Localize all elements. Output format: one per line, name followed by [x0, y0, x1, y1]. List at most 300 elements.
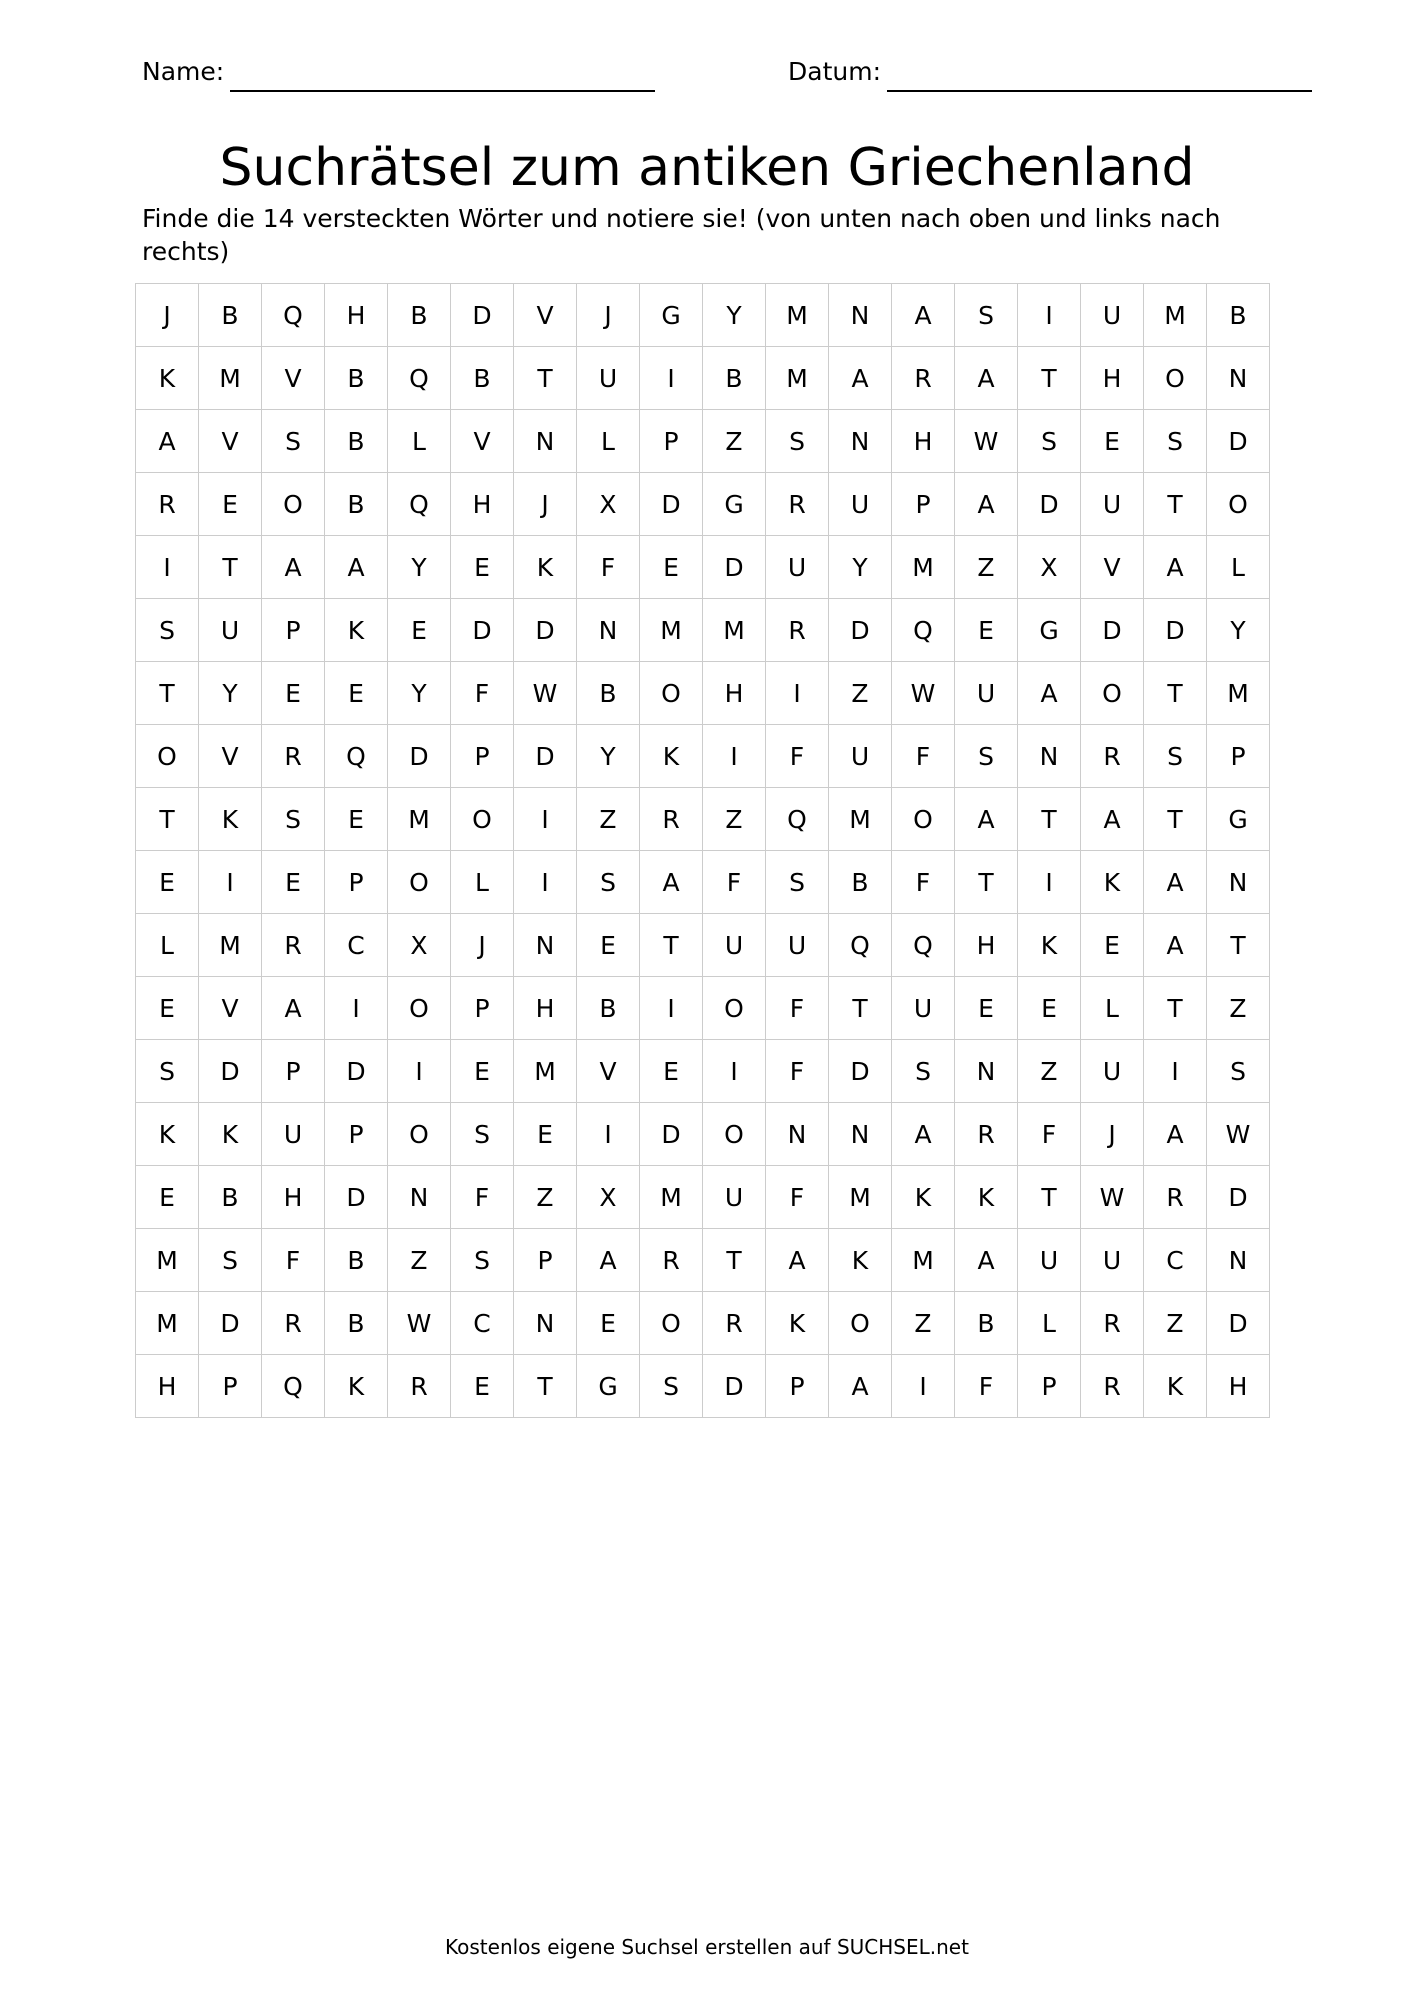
grid-cell: P — [1018, 1355, 1081, 1418]
grid-cell: S — [766, 410, 829, 473]
grid-cell: S — [955, 725, 1018, 788]
grid-cell: U — [1081, 473, 1144, 536]
grid-cell: F — [577, 536, 640, 599]
grid-cell: O — [1081, 662, 1144, 725]
grid-cell: U — [703, 1166, 766, 1229]
grid-cell: E — [451, 1040, 514, 1103]
grid-cell: O — [829, 1292, 892, 1355]
grid-cell: H — [262, 1166, 325, 1229]
grid-cell: O — [1144, 347, 1207, 410]
grid-cell: T — [955, 851, 1018, 914]
grid-cell: B — [325, 473, 388, 536]
grid-cell: Q — [325, 725, 388, 788]
grid-row — [136, 914, 1270, 977]
grid-cell: D — [388, 725, 451, 788]
grid-cell: E — [640, 1040, 703, 1103]
grid-cell: M — [640, 1166, 703, 1229]
grid-cell: A — [955, 788, 1018, 851]
grid-cell: E — [451, 1355, 514, 1418]
grid-cell: G — [640, 284, 703, 347]
grid-cell: I — [703, 1040, 766, 1103]
grid-cell: V — [1081, 536, 1144, 599]
grid-cell: T — [829, 977, 892, 1040]
grid-cell: W — [955, 410, 1018, 473]
grid-cell: R — [766, 599, 829, 662]
grid-cell: F — [892, 851, 955, 914]
grid-cell: Z — [892, 1292, 955, 1355]
grid-cell: R — [136, 473, 199, 536]
grid-cell: M — [388, 788, 451, 851]
grid-cell: M — [892, 1229, 955, 1292]
grid-cell: B — [325, 1229, 388, 1292]
grid-cell: P — [766, 1355, 829, 1418]
grid-cell: L — [1207, 536, 1270, 599]
grid-cell: I — [1018, 851, 1081, 914]
grid-row — [136, 473, 1270, 536]
grid-cell: S — [640, 1355, 703, 1418]
grid-cell: N — [514, 914, 577, 977]
grid-cell: A — [1144, 914, 1207, 977]
grid-row — [136, 599, 1270, 662]
grid-cell: D — [1207, 410, 1270, 473]
grid-cell: B — [703, 347, 766, 410]
grid-cell: D — [199, 1040, 262, 1103]
grid-cell: L — [451, 851, 514, 914]
grid-cell: J — [1081, 1103, 1144, 1166]
grid-cell: L — [577, 410, 640, 473]
grid-cell: K — [892, 1166, 955, 1229]
grid-cell: I — [199, 851, 262, 914]
grid-cell: A — [766, 1229, 829, 1292]
grid-cell: A — [829, 347, 892, 410]
grid-cell: F — [1018, 1103, 1081, 1166]
grid-cell: A — [955, 473, 1018, 536]
grid-cell: S — [262, 788, 325, 851]
grid-row — [136, 347, 1270, 410]
grid-cell: Z — [514, 1166, 577, 1229]
grid-cell: I — [703, 725, 766, 788]
grid-cell: P — [325, 1103, 388, 1166]
grid-cell: D — [1207, 1292, 1270, 1355]
grid-cell: A — [892, 284, 955, 347]
grid-cell: R — [388, 1355, 451, 1418]
grid-cell: Q — [262, 1355, 325, 1418]
grid-row — [136, 1040, 1270, 1103]
grid-cell: Y — [829, 536, 892, 599]
grid-cell: L — [136, 914, 199, 977]
grid-cell: R — [703, 1292, 766, 1355]
grid-cell: V — [451, 410, 514, 473]
grid-cell: Z — [1018, 1040, 1081, 1103]
grid-cell: O — [640, 662, 703, 725]
grid-cell: E — [388, 599, 451, 662]
grid-cell: J — [514, 473, 577, 536]
grid-cell: S — [577, 851, 640, 914]
grid-cell: A — [1144, 851, 1207, 914]
grid-cell: U — [766, 536, 829, 599]
grid-cell: K — [955, 1166, 1018, 1229]
grid-cell: Q — [829, 914, 892, 977]
grid-cell: S — [451, 1103, 514, 1166]
grid-cell: E — [640, 536, 703, 599]
grid-cell: U — [199, 599, 262, 662]
grid-cell: F — [766, 977, 829, 1040]
grid-cell: X — [577, 1166, 640, 1229]
grid-cell: G — [703, 473, 766, 536]
grid-cell: E — [577, 1292, 640, 1355]
grid-cell: K — [766, 1292, 829, 1355]
grid-body — [136, 284, 1270, 1418]
grid-cell: D — [1018, 473, 1081, 536]
grid-cell: A — [577, 1229, 640, 1292]
grid-cell: O — [640, 1292, 703, 1355]
grid-cell: M — [1144, 284, 1207, 347]
grid-cell: Z — [577, 788, 640, 851]
grid-cell: H — [514, 977, 577, 1040]
grid-cell: S — [136, 599, 199, 662]
grid-cell: S — [1207, 1040, 1270, 1103]
grid-cell: N — [514, 1292, 577, 1355]
grid-cell: M — [199, 347, 262, 410]
grid-cell: T — [136, 662, 199, 725]
grid-cell: R — [1081, 1355, 1144, 1418]
grid-cell: I — [388, 1040, 451, 1103]
grid-cell: H — [451, 473, 514, 536]
grid-cell: V — [199, 410, 262, 473]
grid-cell: I — [1144, 1040, 1207, 1103]
grid-cell: R — [1081, 1292, 1144, 1355]
instructions: Finde die 14 versteckten Wörter und notiere sie! (von unten nach oben und links nach rechts) — [142, 204, 1221, 266]
grid-cell: D — [1081, 599, 1144, 662]
name-line — [230, 62, 655, 92]
grid-cell: Q — [892, 914, 955, 977]
grid-cell: I — [640, 977, 703, 1040]
grid-cell: H — [1207, 1355, 1270, 1418]
grid-cell: V — [199, 977, 262, 1040]
grid-cell: B — [1207, 284, 1270, 347]
grid-row — [136, 1355, 1270, 1418]
grid-cell: T — [514, 1355, 577, 1418]
grid-row — [136, 1229, 1270, 1292]
grid-cell: A — [955, 1229, 1018, 1292]
grid-cell: N — [1207, 347, 1270, 410]
grid-cell: R — [640, 788, 703, 851]
grid-cell: N — [829, 1103, 892, 1166]
grid-cell: D — [640, 473, 703, 536]
grid-cell: O — [703, 977, 766, 1040]
grid-cell: D — [829, 1040, 892, 1103]
grid-cell: D — [451, 284, 514, 347]
grid-cell: I — [640, 347, 703, 410]
grid-cell: N — [955, 1040, 1018, 1103]
grid-cell: V — [262, 347, 325, 410]
grid-cell: S — [766, 851, 829, 914]
grid-cell: U — [766, 914, 829, 977]
grid-cell: R — [262, 725, 325, 788]
grid-cell: T — [1144, 788, 1207, 851]
header-fields — [0, 52, 1414, 92]
grid-cell: T — [1144, 662, 1207, 725]
grid-cell: R — [1081, 725, 1144, 788]
grid-cell: V — [514, 284, 577, 347]
grid-cell: O — [703, 1103, 766, 1166]
grid-cell: D — [829, 599, 892, 662]
grid-cell: I — [892, 1355, 955, 1418]
grid-cell: B — [451, 347, 514, 410]
grid-cell: M — [829, 788, 892, 851]
grid-cell: E — [955, 599, 1018, 662]
grid-cell: O — [136, 725, 199, 788]
grid-cell: D — [325, 1040, 388, 1103]
grid-cell: N — [829, 410, 892, 473]
grid-cell: A — [136, 410, 199, 473]
grid-cell: Z — [703, 410, 766, 473]
grid-row — [136, 1292, 1270, 1355]
grid-cell: H — [136, 1355, 199, 1418]
grid-cell: F — [766, 1040, 829, 1103]
grid-cell: R — [892, 347, 955, 410]
grid-cell: E — [325, 662, 388, 725]
grid-cell: U — [829, 473, 892, 536]
grid-cell: E — [1081, 410, 1144, 473]
grid-cell: T — [199, 536, 262, 599]
grid-cell: Z — [1207, 977, 1270, 1040]
grid-cell: U — [577, 347, 640, 410]
grid-cell: Y — [1207, 599, 1270, 662]
grid-cell: E — [325, 788, 388, 851]
grid-cell: Q — [892, 599, 955, 662]
grid-cell: F — [766, 725, 829, 788]
grid-cell: N — [1207, 851, 1270, 914]
grid-cell: B — [955, 1292, 1018, 1355]
grid-cell: R — [766, 473, 829, 536]
grid-cell: M — [766, 347, 829, 410]
grid-cell: P — [325, 851, 388, 914]
grid-row — [136, 788, 1270, 851]
grid-cell: V — [577, 1040, 640, 1103]
grid-cell: A — [892, 1103, 955, 1166]
grid-cell: D — [1207, 1166, 1270, 1229]
grid-cell: B — [325, 347, 388, 410]
grid-cell: I — [136, 536, 199, 599]
grid-row — [136, 1166, 1270, 1229]
grid-row — [136, 536, 1270, 599]
grid-cell: X — [1018, 536, 1081, 599]
grid-cell: R — [262, 1292, 325, 1355]
grid-cell: I — [325, 977, 388, 1040]
grid-cell: L — [1081, 977, 1144, 1040]
grid-cell: Q — [388, 347, 451, 410]
grid-row — [136, 851, 1270, 914]
grid-cell: A — [262, 536, 325, 599]
grid-cell: O — [451, 788, 514, 851]
grid-cell: D — [1144, 599, 1207, 662]
grid-row — [136, 410, 1270, 473]
grid-cell: Q — [388, 473, 451, 536]
grid-cell: M — [1207, 662, 1270, 725]
grid-cell: S — [262, 410, 325, 473]
grid-cell: Y — [388, 662, 451, 725]
grid-cell: Y — [703, 284, 766, 347]
grid-cell: L — [388, 410, 451, 473]
grid-cell: P — [451, 725, 514, 788]
grid-cell: P — [640, 410, 703, 473]
grid-cell: M — [199, 914, 262, 977]
grid-cell: E — [955, 977, 1018, 1040]
grid-cell: T — [136, 788, 199, 851]
grid-cell: Z — [703, 788, 766, 851]
grid-cell: B — [388, 284, 451, 347]
grid-cell: D — [199, 1292, 262, 1355]
grid-cell: R — [640, 1229, 703, 1292]
grid-cell: P — [892, 473, 955, 536]
grid-cell: D — [640, 1103, 703, 1166]
grid-cell: B — [577, 977, 640, 1040]
grid-cell: U — [262, 1103, 325, 1166]
grid-cell: B — [199, 1166, 262, 1229]
grid-cell: D — [703, 1355, 766, 1418]
grid-cell: D — [451, 599, 514, 662]
grid-cell: E — [262, 851, 325, 914]
grid-cell: O — [262, 473, 325, 536]
grid-cell: W — [388, 1292, 451, 1355]
grid-cell: A — [262, 977, 325, 1040]
grid-cell: K — [1018, 914, 1081, 977]
grid-cell: K — [640, 725, 703, 788]
grid-cell: O — [388, 851, 451, 914]
grid-cell: G — [577, 1355, 640, 1418]
grid-cell: T — [1018, 788, 1081, 851]
grid-cell: M — [136, 1229, 199, 1292]
grid-cell: U — [1081, 1040, 1144, 1103]
grid-cell: S — [451, 1229, 514, 1292]
grid-cell: D — [514, 725, 577, 788]
grid-cell: O — [1207, 473, 1270, 536]
grid-cell: E — [136, 851, 199, 914]
grid-cell: T — [640, 914, 703, 977]
grid-cell: T — [1144, 977, 1207, 1040]
grid-cell: I — [514, 851, 577, 914]
grid-cell: G — [1018, 599, 1081, 662]
grid-cell: E — [262, 662, 325, 725]
grid-cell: U — [955, 662, 1018, 725]
name-field — [142, 52, 655, 92]
grid-cell: G — [1207, 788, 1270, 851]
grid-cell: H — [325, 284, 388, 347]
grid-cell: L — [1018, 1292, 1081, 1355]
grid-cell: B — [577, 662, 640, 725]
grid-cell: U — [1018, 1229, 1081, 1292]
grid-cell: U — [703, 914, 766, 977]
page-title: Suchrätsel zum antiken Griechenland — [219, 138, 1195, 198]
grid-cell: A — [640, 851, 703, 914]
grid-row — [136, 284, 1270, 347]
grid-cell: Z — [829, 662, 892, 725]
grid-cell: F — [766, 1166, 829, 1229]
grid-cell: S — [136, 1040, 199, 1103]
grid-cell: B — [325, 410, 388, 473]
grid-cell: K — [199, 1103, 262, 1166]
grid-cell: D — [514, 599, 577, 662]
grid-row — [136, 662, 1270, 725]
grid-cell: A — [1018, 662, 1081, 725]
grid-cell: A — [1081, 788, 1144, 851]
grid-cell: M — [766, 284, 829, 347]
grid-cell: I — [1018, 284, 1081, 347]
grid-cell: T — [1018, 1166, 1081, 1229]
grid-cell: T — [1207, 914, 1270, 977]
grid-cell: Q — [766, 788, 829, 851]
grid-cell: C — [451, 1292, 514, 1355]
grid-cell: F — [451, 1166, 514, 1229]
grid-cell: K — [325, 1355, 388, 1418]
grid-cell: E — [1081, 914, 1144, 977]
grid-cell: W — [892, 662, 955, 725]
grid-cell: H — [892, 410, 955, 473]
grid-cell: J — [451, 914, 514, 977]
grid-cell: T — [1018, 347, 1081, 410]
grid-cell: A — [829, 1355, 892, 1418]
grid-cell: Y — [388, 536, 451, 599]
grid-cell: Z — [955, 536, 1018, 599]
grid-cell: O — [388, 977, 451, 1040]
grid-cell: Y — [199, 662, 262, 725]
grid-cell: K — [136, 347, 199, 410]
grid-cell: E — [514, 1103, 577, 1166]
grid-cell: T — [703, 1229, 766, 1292]
grid-cell: E — [451, 536, 514, 599]
grid-cell: B — [829, 851, 892, 914]
grid-cell: N — [1018, 725, 1081, 788]
grid-cell: K — [1144, 1355, 1207, 1418]
grid-cell: N — [577, 599, 640, 662]
grid-cell: Z — [1144, 1292, 1207, 1355]
grid-cell: J — [577, 284, 640, 347]
grid-cell: K — [514, 536, 577, 599]
grid-cell: W — [1207, 1103, 1270, 1166]
date-field — [788, 52, 1312, 92]
grid-cell: E — [577, 914, 640, 977]
grid-cell: F — [703, 851, 766, 914]
grid-cell: K — [829, 1229, 892, 1292]
grid-cell: M — [892, 536, 955, 599]
grid-cell: I — [577, 1103, 640, 1166]
name-label: Name: — [142, 57, 225, 86]
grid-cell: F — [451, 662, 514, 725]
grid-cell: Y — [577, 725, 640, 788]
grid-cell: X — [388, 914, 451, 977]
grid-cell: K — [325, 599, 388, 662]
grid-cell: S — [1144, 410, 1207, 473]
grid-cell: X — [577, 473, 640, 536]
grid-cell: S — [199, 1229, 262, 1292]
grid-cell: N — [388, 1166, 451, 1229]
grid-cell: N — [766, 1103, 829, 1166]
grid-cell: N — [829, 284, 892, 347]
grid-cell: U — [829, 725, 892, 788]
grid-row — [136, 725, 1270, 788]
grid-cell: Q — [262, 284, 325, 347]
grid-cell: S — [955, 284, 1018, 347]
grid-cell: K — [199, 788, 262, 851]
grid-cell: S — [1144, 725, 1207, 788]
grid-cell: R — [1144, 1166, 1207, 1229]
word-search-grid — [135, 283, 1270, 1418]
grid-cell: E — [136, 1166, 199, 1229]
grid-cell: B — [199, 284, 262, 347]
grid-cell: S — [892, 1040, 955, 1103]
grid-cell: B — [325, 1292, 388, 1355]
